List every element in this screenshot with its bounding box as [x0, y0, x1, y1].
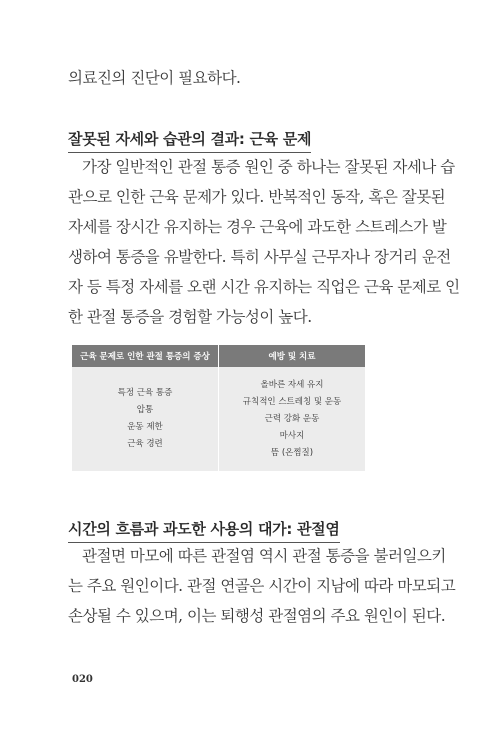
treatment-item: 뜸 (온찜질): [270, 447, 314, 458]
section1-heading: [68, 128, 311, 149]
section2-heading: [68, 518, 340, 539]
treatment-item: 올바른 자세 유지: [260, 379, 324, 390]
paragraph-line: 는 주요 원인이다. 관절 연골은 시간이 지남에 따라 마모되고: [68, 577, 456, 595]
page-number: 020: [72, 674, 93, 685]
paragraph-line: 관으로 인한 근육 문제가 있다. 반복적인 동작, 혹은 잘못된: [68, 188, 446, 206]
section2-paragraph: [68, 541, 456, 631]
section1-heading-text: 잘못된 자세와 습관의 결과: 근육 문제: [68, 130, 312, 148]
symptom-table: [72, 345, 365, 471]
treatment-item: 규칙적인 스트레칭 및 운동: [242, 396, 342, 407]
paragraph-line: 손상될 수 있으며, 이는 퇴행성 관절염의 주요 원인이 된다.: [68, 607, 446, 625]
paragraph-line: 자세를 장시간 유지하는 경우 근육에 과도한 스트레스가 발: [68, 218, 447, 236]
symptom-item: 근육 경련: [127, 439, 163, 449]
paragraph-line: 자 등 특정 자세를 오랜 시간 유지하는 직업은 근육 문제로 인: [68, 278, 460, 296]
symptom-item: 압통: [136, 405, 154, 415]
treatments-cell: [219, 367, 366, 471]
treatment-item: 마사지: [279, 430, 305, 441]
paragraph-line: 가장 일반적인 관절 통증 원인 중 하나는 잘못된 자세나 습: [82, 158, 455, 176]
symptoms-cell: [72, 367, 219, 471]
section1-paragraph: [68, 152, 460, 332]
intro-line: 의료진의 진단이 필요하다.: [68, 69, 241, 87]
symptom-item: 운동 제한: [127, 422, 163, 432]
paragraph-line: 관절면 마모에 따른 관절염 역시 관절 통증을 불러일으키: [82, 547, 446, 565]
paragraph-line: 생하여 통증을 유발한다. 특히 사무실 근무자나 장거리 운전: [68, 248, 451, 266]
section2-heading-text: 시간의 흐름과 과도한 사용의 대가: 관절염: [68, 520, 340, 538]
paragraph-line: 한 관절 통증을 경험할 가능성이 높다.: [68, 308, 312, 326]
table-header-treatment: 예방 및 치료: [219, 345, 366, 367]
symptom-item: 특정 근육 통증: [117, 388, 173, 398]
treatment-item: 근력 강화 운동: [264, 413, 320, 424]
table-header-symptoms: 근육 문제로 인한 관절 통증의 증상: [72, 345, 219, 367]
